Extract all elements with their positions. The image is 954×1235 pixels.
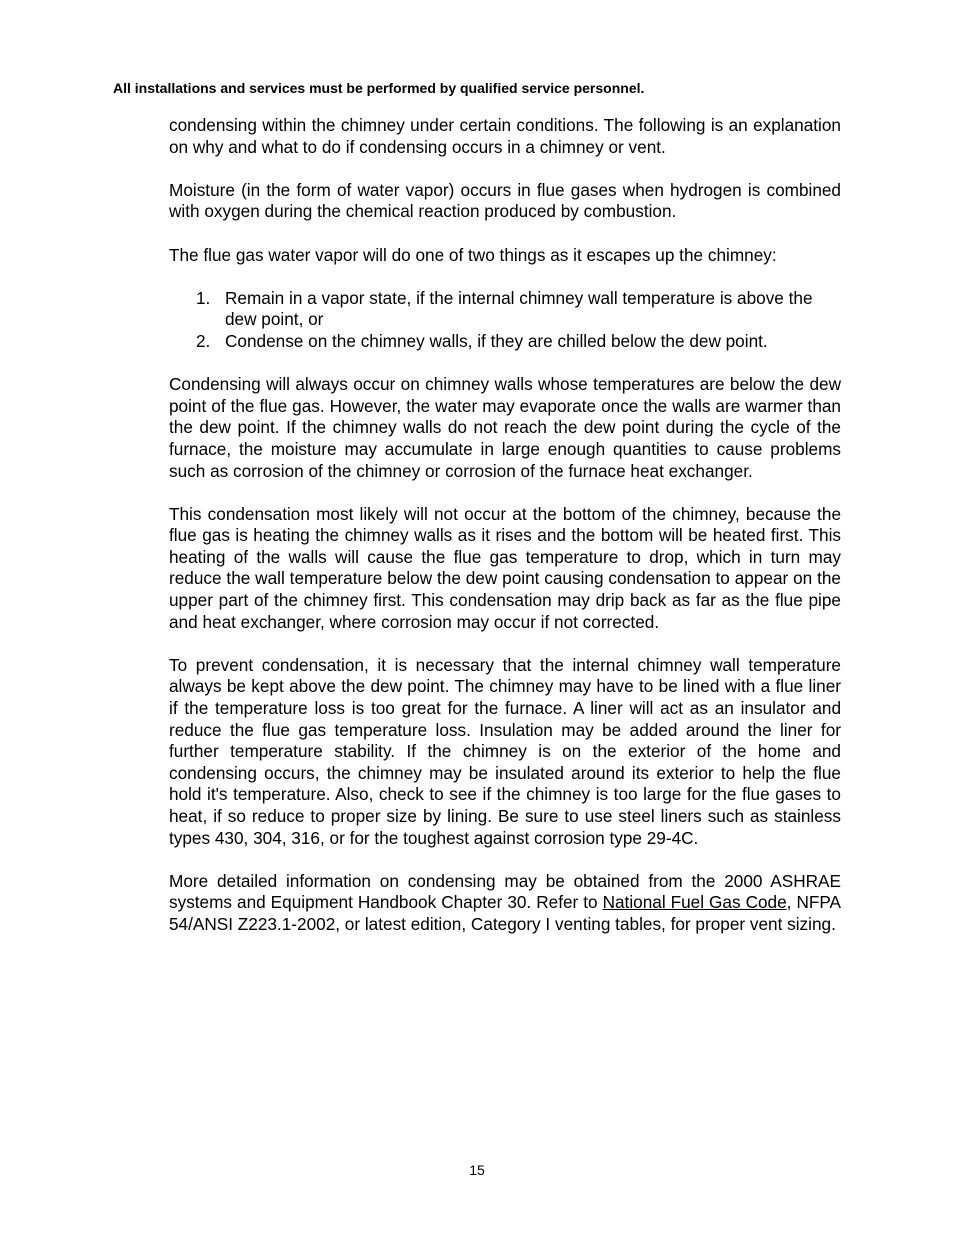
paragraph-prevention: To prevent condensation, it is necessary that the internal chimney wall temperature always be kept above the dew point. The chimney may have to be lined with a flue liner if the temperature loss is too great for the furnace. A liner will act as an insulator and reduce the flue gas temperature loss. Insulation may be added around the liner for further temperature stability. If the chimney is on the exterior of the home and condensing occurs, the chimney may be insulated around its exterior to help the flue hold it's temperature. Also, check to see if the chimney is too large for the flue gases to heat, if so reduce to proper size by lining. Be sure to use steel liners such as stainless types 430, 304, 316, or for the toughest against corrosion type 29-4C. — [169, 654, 841, 848]
list-item — [169, 331, 841, 353]
document-body — [169, 115, 841, 957]
page-number: 15 — [469, 1162, 485, 1178]
list-item-text: Condense on the chimney walls, if they are chilled below the dew point. — [225, 330, 768, 351]
list-number: 2. — [196, 330, 211, 351]
paragraph-bottom-chimney: This condensation most likely will not occur at the bottom of the chimney, because the flue gas is heating the chimney walls as it rises and the bottom will be heated first. This heating of the walls will cause the flue gas temperature to drop, which in turn may reduce the wall temperature below the dew point causing condensation to appear on the upper part of the chimney first. This condensation may drip back as far as the flue pipe and heat exchanger, where corrosion may occur if not corrected. — [169, 503, 841, 632]
national-fuel-gas-code-reference: National Fuel Gas Code — [602, 892, 787, 913]
list-number: 1. — [196, 287, 211, 308]
paragraph-list-intro: The flue gas water vapor will do one of two things as it escapes up the chimney: — [169, 244, 777, 265]
more-info-text-before: More detailed information on condensing may be obtained from the 2000 ASHRAE systems and Equipment Handbook Chapter 30. Refer to — [169, 870, 841, 913]
paragraph-intro: condensing within the chimney under certain conditions. The following is an explanation on why and what to do if condensing occurs in a chimney or vent. — [169, 115, 841, 157]
header-notice: All installations and services must be performed by qualified service personnel. — [113, 80, 645, 96]
list-item — [169, 288, 841, 331]
more-info-text-after: , NFPA 54/ANSI Z223.1-2002, or latest edition, Category I venting tables, for proper vent sizing. — [169, 892, 842, 934]
list-item-text: Remain in a vapor state, if the internal chimney wall temperature is above the dew point, or — [225, 287, 813, 330]
numbered-list — [169, 288, 841, 353]
paragraph-more-info — [169, 871, 841, 936]
paragraph-condensing: Condensing will always occur on chimney walls whose temperatures are below the dew point of the flue gas. However, the water may evaporate once the walls are warmer than the dew point. If the chimney walls do not reach the dew point during the cycle of the furnace, the moisture may accumulate in large enough quantities to cause problems such as corrosion of the chimney or corrosion of the furnace heat exchanger. — [169, 374, 841, 481]
paragraph-moisture: Moisture (in the form of water vapor) occurs in flue gases when hydrogen is combined with oxygen during the chemical reaction produced by combustion. — [169, 179, 841, 222]
